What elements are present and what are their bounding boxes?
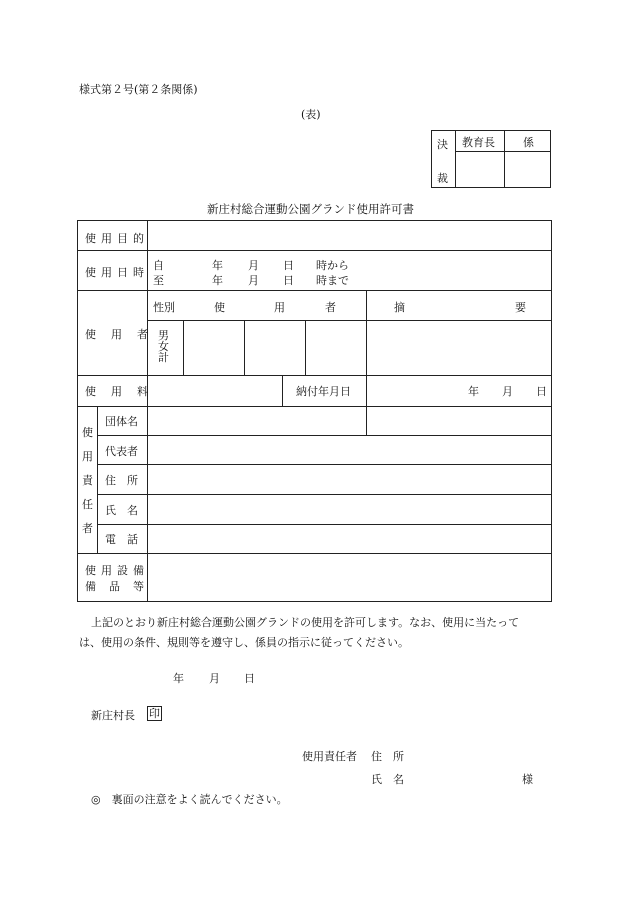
datetime-to-day: 日 (283, 274, 294, 287)
form-number: 様式第２号(第２条関係) (79, 83, 198, 96)
payment-date-label: 納付年月日 (296, 385, 351, 398)
datetime-field[interactable] (148, 251, 551, 290)
representative-label: 代表者 (105, 445, 138, 458)
mayor-seal: 印 (149, 707, 160, 720)
payment-year: 年 (468, 385, 479, 398)
group-name-field[interactable] (148, 407, 366, 435)
purpose-field[interactable] (148, 221, 551, 250)
datetime-from-month: 月 (248, 259, 259, 272)
datetime-to-month: 月 (248, 274, 259, 287)
gender-female: 女 (158, 340, 169, 353)
approval-col-staff: 係 (523, 136, 534, 149)
datetime-to-mark: 至 (153, 274, 164, 287)
remarks-header-2: 要 (515, 301, 526, 314)
approval-col-superintendent: 教育長 (462, 136, 495, 149)
permit-form (77, 220, 552, 602)
purpose-label: 使用目的 (85, 232, 149, 245)
fee-field[interactable] (148, 376, 282, 406)
payment-day: 日 (536, 385, 547, 398)
users-header-1: 使 (214, 301, 225, 314)
recipient-role: 使用責任者 (302, 750, 357, 763)
datetime-from-day: 日 (283, 259, 294, 272)
remarks-field[interactable] (367, 321, 551, 375)
gender-header: 性別 (153, 301, 175, 314)
equipment-label-1: 使用設備 (85, 564, 149, 577)
equipment-field[interactable] (148, 554, 551, 601)
approval-stamp-staff[interactable] (505, 152, 551, 187)
permit-statement-line-2: は、使用の条件、規則等を遵守し、係員の指示に従ってください。 (79, 636, 409, 649)
fee-label: 使 用 料 (85, 385, 150, 398)
approval-label-top: 決 (437, 138, 448, 151)
users-header-3: 者 (325, 301, 336, 314)
recipient-address-label: 住 所 (371, 750, 404, 763)
user-count-field-3[interactable] (306, 321, 366, 375)
datetime-label: 使用日時 (85, 266, 149, 279)
name-field[interactable] (148, 495, 551, 524)
form-side-label: (表) (301, 108, 321, 121)
user-count-field-2[interactable] (245, 321, 305, 375)
datetime-from-suffix: 時から (316, 259, 349, 272)
datetime-from-year: 年 (212, 259, 223, 272)
datetime-from-mark: 自 (153, 259, 164, 272)
gender-total: 計 (158, 351, 169, 364)
representative-field[interactable] (148, 436, 551, 464)
issue-year: 年 (173, 672, 184, 685)
approval-box (431, 130, 551, 188)
recipient-name-label: 氏 名 (371, 773, 404, 786)
issue-day: 日 (244, 672, 255, 685)
mayor-title: 新庄村長 (91, 709, 135, 722)
equipment-label-2: 備 品 等 (85, 580, 145, 593)
remarks-header-1: 摘 (394, 301, 405, 314)
datetime-to-year: 年 (212, 274, 223, 287)
gender-male: 男 (158, 329, 169, 342)
phone-label: 電 話 (105, 533, 138, 546)
recipient-honorific: 様 (522, 773, 533, 786)
approval-label-bottom: 裁 (437, 172, 448, 185)
address-field[interactable] (148, 465, 551, 494)
back-side-note: ◎ 裏面の注意をよく読んでください。 (91, 793, 288, 806)
issue-month: 月 (209, 672, 220, 685)
responsible-label-2: 用 (82, 450, 93, 463)
responsible-label-1: 使 (82, 426, 93, 439)
document-title: 新庄村総合運動公園グランド使用許可書 (207, 202, 414, 216)
payment-month: 月 (502, 385, 513, 398)
permit-statement-line-1: 上記のとおり新庄村総合運動公園グランドの使用を許可します。なお、使用に当たって (91, 616, 520, 629)
approval-stamp-superintendent[interactable] (456, 152, 503, 187)
responsible-label-3: 責 (82, 474, 93, 487)
phone-field[interactable] (148, 525, 551, 553)
user-count-field-1[interactable] (184, 321, 244, 375)
name-label: 氏 名 (105, 504, 138, 517)
group-name-label: 団体名 (105, 415, 138, 428)
datetime-to-suffix: 時まで (316, 274, 349, 287)
responsible-label-4: 任 (82, 498, 93, 511)
users-header-2: 用 (274, 301, 285, 314)
responsible-label-5: 者 (82, 522, 93, 535)
user-label: 使 用 者 (85, 328, 150, 341)
address-label: 住 所 (105, 474, 138, 487)
